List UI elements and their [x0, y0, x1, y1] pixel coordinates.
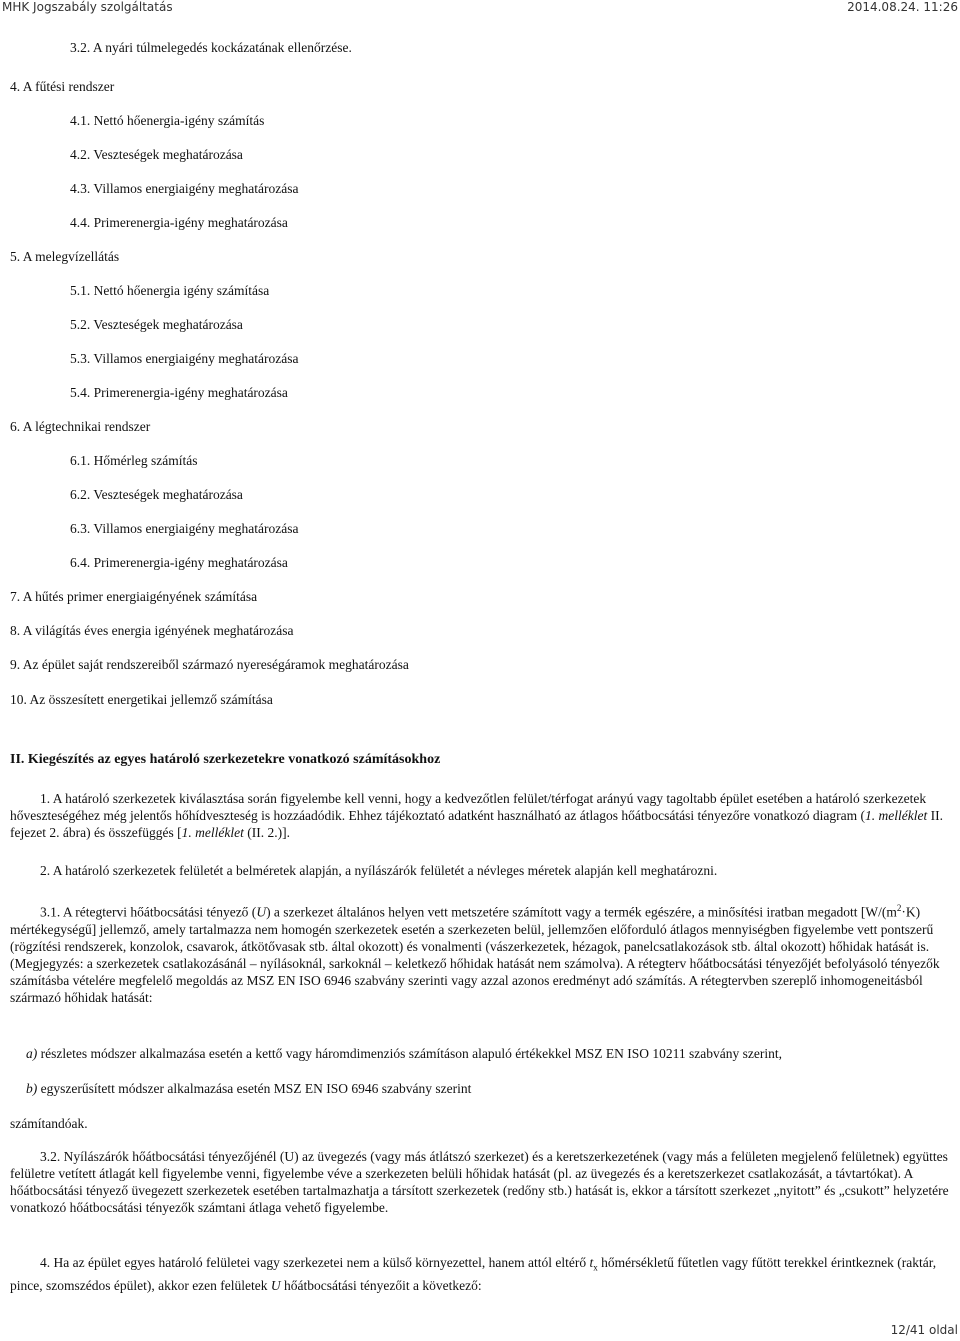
para1-ref-2: 1. melléklet: [181, 825, 244, 840]
header-timestamp: 2014.08.24. 11:26: [847, 0, 958, 14]
toc-item: 5.1. Nettó hőenergia igény számítása: [70, 283, 270, 298]
header-source: MHK Jogszabály szolgáltatás: [2, 0, 173, 14]
toc-item: 5.3. Villamos energiaigény meghatározása: [70, 351, 299, 366]
paragraph-3-2: 3.2. Nyílászárók hőátbocsátási tényezőjénél (U) az üvegezés (vagy más átlátszó szerkezet) és a keretszerkezetének (vagy más a felületen megjelenő felületnek) együttes felületre vetített átlagát kell figyelembe venni, figyelembe véve a szerkezeten belüli hőhidak hatását (pl. az üvegezés és a keretszerkezet csatlakozását, a távtartókat). A hőátbocsátási tényező üvegezett szerkezetek esetében tartalmazhatja a társított szerkezetek (redőny stb.) hatását is, ekkor a társított szerkezet „nyitott” és „csukott” helyzetére vonatkozó hőátbocsátási tényezők számtani átlaga vehető figyelembe.: [10, 1149, 949, 1215]
list-item-b-label: b): [26, 1081, 38, 1096]
toc-item: 4. A fűtési rendszer: [10, 79, 115, 94]
page-header: [0, 0, 960, 14]
para1-text-a: 1. A határoló szerkezetek kiválasztása során figyelembe kell venni, hogy a kedvezőtlen felület/térfogat arányú vagy tagoltabb épület esetében a határoló szerkezetek hőveszteségéhez még jelentős hőhídveszteség is hozzáadódik. Ehhez tájékoztató adatként használható az átlagos hőátbocsátási tényezőre vonatkozó diagram (: [10, 791, 927, 823]
toc-item: 5.2. Veszteségek meghatározása: [70, 317, 243, 332]
toc-item: 4.4. Primerenergia-igény meghatározása: [70, 215, 288, 230]
paragraph-3-1: [10, 900, 950, 1006]
toc-item: 9. Az épület saját rendszereiből származó nyereségáramok meghatározása: [10, 657, 409, 672]
toc-item: 6.1. Hőmérleg számítás: [70, 453, 198, 468]
para4-symbol-u: U: [270, 1277, 281, 1293]
list-item-a-text: részletes módszer alkalmazása esetén a kettő vagy háromdimenziós számításon alapuló értékekkel MSZ EN ISO 10211 szabvány szerint,: [37, 1046, 783, 1061]
toc-item: 6. A légtechnikai rendszer: [10, 419, 151, 434]
para1-ref-1: 1. melléklet: [865, 808, 928, 823]
para31-text-b: ) a szerkezet általános helyen vett metszetére számított vagy a termék egészére, a minősítési iratban megadott [W/(m: [266, 904, 897, 920]
para4-text-c: hőátbocsátási tényezőit a következő:: [280, 1277, 482, 1293]
list-item-a: [26, 1046, 782, 1062]
toc-item: 6.2. Veszteségek meghatározása: [70, 487, 243, 502]
paragraph-1: [10, 790, 950, 841]
page-number: 12/41 oldal: [890, 1323, 958, 1337]
toc-item: 5. A melegvízellátás: [10, 249, 120, 264]
paragraph-szamitandoak: számítandóak.: [10, 1116, 88, 1131]
list-item-b-text: egyszerűsített módszer alkalmazása esetén MSZ EN ISO 6946 szabvány szerint: [37, 1081, 472, 1096]
toc-item: 8. A világítás éves energia igényének meghatározása: [10, 623, 294, 638]
para4-text-a: 4. Ha az épület egyes határoló felületei vagy szerkezetei nem a külső környezettel, hanem attól eltérő: [40, 1255, 590, 1270]
para1-text-c: II. fejezet 2. ábra) és összefüggés [: [10, 808, 944, 840]
toc-item: 4.3. Villamos energiaigény meghatározása: [70, 181, 299, 196]
toc-item: 5.4. Primerenergia-igény meghatározása: [70, 385, 288, 400]
para4-symbol-t: t: [589, 1255, 594, 1270]
toc-item: 4.2. Veszteségek meghatározása: [70, 147, 243, 162]
toc-item: 7. A hűtés primer energiaigényének számítása: [10, 589, 258, 604]
toc-item: 4.1. Nettó hőenergia-igény számítás: [70, 113, 265, 128]
para4-subscript: x: [593, 1262, 598, 1273]
toc-item: 6.3. Villamos energiaigény meghatározása: [70, 521, 299, 536]
para4-text-b: hőmérsékletű fűtetlen vagy fűtött terekkel érintkeznek (raktár, pince, szomszédos épület), akkor ezen felületek: [10, 1255, 937, 1293]
para31-superscript: 2: [896, 903, 902, 913]
toc-item: 10. Az összesített energetikai jellemző számítása: [10, 692, 273, 707]
section-title: II. Kiegészítés az egyes határoló szerkezetekre vonatkozó számításokhoz: [10, 752, 441, 767]
paragraph-4: [10, 1254, 950, 1294]
para31-text-a: 3.1. A rétegtervi hőátbocsátási tényező (: [40, 904, 257, 920]
list-item-b: [26, 1081, 471, 1097]
para31-symbol-u: U: [256, 904, 267, 920]
paragraph-2: 2. A határoló szerkezetek felületét a belméretek alapján, a nyílászárók felületét a névleges méretek alapján kell meghatározni.: [40, 863, 718, 878]
list-item-a-label: a): [26, 1046, 38, 1061]
toc-item: 6.4. Primerenergia-igény meghatározása: [70, 555, 288, 570]
para31-text-c: ·K) mértékegységű] jellemző, amely tartalmazza nem homogén szerkezetek esetén a szerkezeten belül, jellemzően előforduló átlagos mennyiségben figyelembe vett pontszerű (rögzítési rendszerek, konzolok, csavarok, átkötővasak stb. által okozott) és vonalmenti (vászerkezetek, hézagok, panelcsatlakozások stb. által okozott) hőhidak hatását is. (Megjegyzés: a szerkezetek csatlakozásánál – nyílásoknál, sarkoknál – keletkező hőhidak hatását nem számolva). A rétegterv hőátbocsátási tényezőjét befolyásoló tényezők számításba vételére megfelelő megoldás az MSZ EN ISO 6946 szabvány szerinti vagy azzal azonos eredményt adó számítás. A rétegtervben szereplő inhomogeneitásból származó hőhidak hatását:: [10, 904, 940, 1005]
para1-text-e: (II. 2.)].: [243, 825, 291, 840]
toc-item: 3.2. A nyári túlmelegedés kockázatának ellenőrzése.: [70, 40, 352, 55]
